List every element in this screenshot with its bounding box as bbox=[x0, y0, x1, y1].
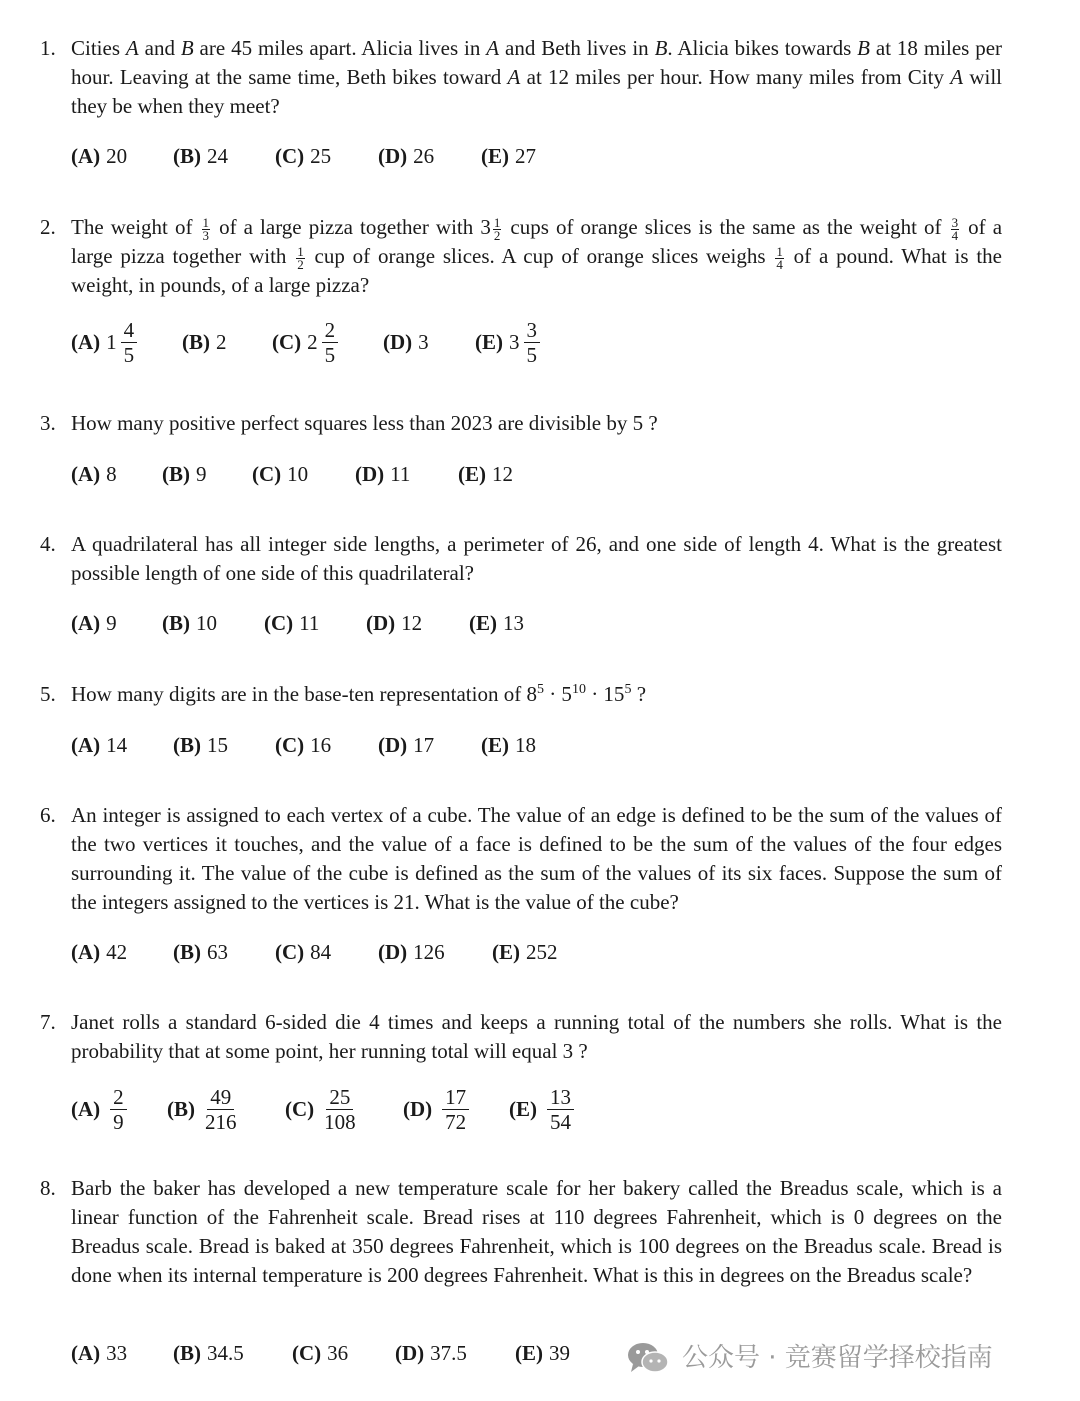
wechat-icon bbox=[626, 1340, 670, 1376]
choice-e[interactable]: (E) 12 bbox=[458, 461, 513, 486]
choice-d[interactable]: (D) 37.5 bbox=[395, 1340, 467, 1365]
choice-c[interactable]: (C) 25 108 bbox=[285, 1085, 356, 1134]
fraction: $\frac{1}{3}$ bbox=[202, 214, 210, 243]
choice-b[interactable]: (B) 15 bbox=[173, 732, 228, 757]
problem-8 bbox=[40, 1174, 1002, 1290]
answer-choices bbox=[71, 729, 536, 760]
problem-number: 8. bbox=[40, 1176, 56, 1200]
problem-number: 4. bbox=[40, 532, 56, 556]
choice-c[interactable]: (C) 2 2 5 bbox=[272, 318, 383, 367]
choice-d[interactable]: (D) 26 bbox=[378, 143, 435, 168]
watermark bbox=[626, 1340, 993, 1376]
choice-e[interactable]: (E) 18 bbox=[481, 732, 536, 757]
choice-d[interactable]: (D) 3 bbox=[383, 330, 429, 354]
problem-text: Janet rolls a standard 6-sided die 4 times and keeps a running total of the numbers she rolls. What is the probability that at some point, her running total will equal 3 ? bbox=[71, 1010, 1002, 1063]
answer-choices bbox=[71, 318, 540, 367]
fraction: 17 72 bbox=[442, 1085, 469, 1134]
choice-b[interactable]: (B) 9 bbox=[162, 461, 207, 486]
choice-d[interactable]: (D) 17 72 bbox=[403, 1085, 509, 1134]
answer-choices bbox=[71, 458, 513, 489]
choice-a[interactable]: (A) 33 bbox=[71, 1340, 128, 1365]
problem-text: How many positive perfect squares less than 2023 are divisible by 5 ? bbox=[71, 411, 658, 435]
choice-d[interactable]: (D) 12 bbox=[366, 610, 423, 635]
choice-a[interactable]: (A) 9 bbox=[71, 610, 117, 635]
choice-c[interactable]: (C) 11 bbox=[264, 610, 320, 635]
problem-5 bbox=[40, 680, 1002, 709]
problem-text: A quadrilateral has all integer side lengths, a perimeter of 26, and one side of length 4. What is the greatest possible length of one side of this quadrilateral? bbox=[71, 532, 1002, 585]
choice-b[interactable]: (B) 63 bbox=[173, 939, 228, 964]
fraction: 2 9 bbox=[110, 1085, 127, 1134]
problem-number: 7. bbox=[40, 1010, 56, 1034]
choice-e[interactable]: (E) 27 bbox=[481, 143, 536, 168]
choice-c[interactable]: (C) 36 bbox=[292, 1340, 349, 1365]
choice-b[interactable]: (B) 24 bbox=[173, 143, 228, 168]
answer-choices bbox=[71, 607, 524, 638]
fraction: 49 216 bbox=[205, 1085, 237, 1134]
choice-b[interactable]: (B) 10 bbox=[162, 610, 217, 635]
problem-text: The weight of $\frac{1}{3}$ of a large pizza together with 3 $\frac{1}{2}$ cups of orange slices is the same as the weight of $\frac{3}{4}$ of a large pizza together with $\frac{1}{2}$ cup of orange slices. A cup of orange slices weighs $\frac{1}{4}$ of a pound. What is the weight, in pounds, of a large pizza? bbox=[71, 214, 1003, 297]
choice-a[interactable]: (A) 2 9 bbox=[71, 1085, 167, 1134]
choice-e[interactable]: (E) 13 54 bbox=[509, 1085, 574, 1134]
choice-b[interactable]: (B) 49 216 bbox=[167, 1085, 237, 1134]
fraction: $\frac{1}{2}$ bbox=[297, 243, 304, 272]
answer-choices bbox=[71, 1085, 574, 1134]
choice-a[interactable]: (A) 42 bbox=[71, 939, 128, 964]
problem-3 bbox=[40, 409, 1002, 438]
problem-number: 6. bbox=[40, 803, 56, 827]
choice-e[interactable]: (E) 13 bbox=[469, 610, 524, 635]
watermark-text: 公众号 · 竞赛留学择校指南 bbox=[682, 1342, 993, 1373]
fraction: 4 5 bbox=[121, 318, 138, 367]
choice-e[interactable]: (E) 39 bbox=[515, 1340, 570, 1365]
problem-number: 2. bbox=[40, 215, 56, 239]
problem-1 bbox=[40, 34, 1002, 121]
choice-c[interactable]: (C) 16 bbox=[275, 732, 332, 757]
choice-a[interactable]: (A) 8 bbox=[71, 461, 117, 486]
fraction: 25 108 bbox=[324, 1085, 356, 1134]
fraction: 2 5 bbox=[322, 318, 339, 367]
problem-6 bbox=[40, 801, 1002, 917]
choice-d[interactable]: (D) 126 bbox=[378, 939, 445, 964]
choice-c[interactable]: (C) 10 bbox=[252, 461, 309, 486]
answer-choices bbox=[71, 1337, 570, 1368]
problem-2 bbox=[40, 213, 1002, 300]
answer-choices bbox=[71, 140, 536, 171]
problem-text: How many digits are in the base-ten representation of $8^5 \cdot 5^{10} \cdot 15^5$ ? bbox=[71, 682, 647, 706]
answer-choices bbox=[71, 936, 558, 967]
choice-b[interactable]: (B) 34.5 bbox=[173, 1340, 244, 1365]
problem-number: 5. bbox=[40, 682, 56, 706]
fraction: $\frac{1}{4}$ bbox=[776, 243, 783, 272]
fraction: 13 54 bbox=[547, 1085, 574, 1134]
problem-text: Cities A and B are 45 miles apart. Alicia lives in A and Beth lives in B. Alicia bikes towards B at 18 miles per hour. Leaving at the same time, Beth bikes toward A at 12 miles per hour. How many miles from City A will they be when they meet? bbox=[71, 36, 1003, 118]
problem-number: 1. bbox=[40, 36, 56, 60]
choice-d[interactable]: (D) 17 bbox=[378, 732, 435, 757]
problem-number: 3. bbox=[40, 411, 56, 435]
fraction: $\frac{3}{4}$ bbox=[951, 214, 959, 243]
problem-4 bbox=[40, 530, 1002, 588]
fraction: 3 5 bbox=[524, 318, 541, 367]
choice-c[interactable]: (C) 25 bbox=[275, 143, 332, 168]
problem-text: Barb the baker has developed a new temperature scale for her bakery called the Breadus scale, which is a linear function of the Fahrenheit scale. Bread rises at 110 degrees Fahrenheit, which is 0 degrees on the Breadus scale. Bread is baked at 350 degrees Fahrenheit, which is 100 degrees on the Breadus scale. Bread is done when its internal temperature is 200 degrees Fahrenheit. What is this in degrees on the Breadus scale? bbox=[71, 1176, 1002, 1287]
choice-e[interactable]: (E) 3 3 5 bbox=[475, 318, 540, 367]
problem-text: An integer is assigned to each vertex of a cube. The value of an edge is defined to be the sum of the values of the two vertices it touches, and the value of a face is defined to be the sum of the values of the four edges surrounding it. The value of the cube is defined as the sum of the values of its six faces. Suppose the sum of the integers assigned to the vertices is 21. What is the value of the cube? bbox=[71, 803, 1002, 914]
choice-d[interactable]: (D) 11 bbox=[355, 461, 411, 486]
choice-a[interactable]: (A) 20 bbox=[71, 143, 128, 168]
choice-c[interactable]: (C) 84 bbox=[275, 939, 332, 964]
choice-e[interactable]: (E) 252 bbox=[492, 939, 558, 964]
problem-7 bbox=[40, 1008, 1002, 1066]
choice-a[interactable]: (A) 14 bbox=[71, 732, 128, 757]
choice-b[interactable]: (B) 2 bbox=[182, 330, 227, 354]
fraction: $\frac{1}{2}$ bbox=[493, 214, 501, 243]
choice-a[interactable]: (A) 1 4 5 bbox=[71, 318, 182, 367]
